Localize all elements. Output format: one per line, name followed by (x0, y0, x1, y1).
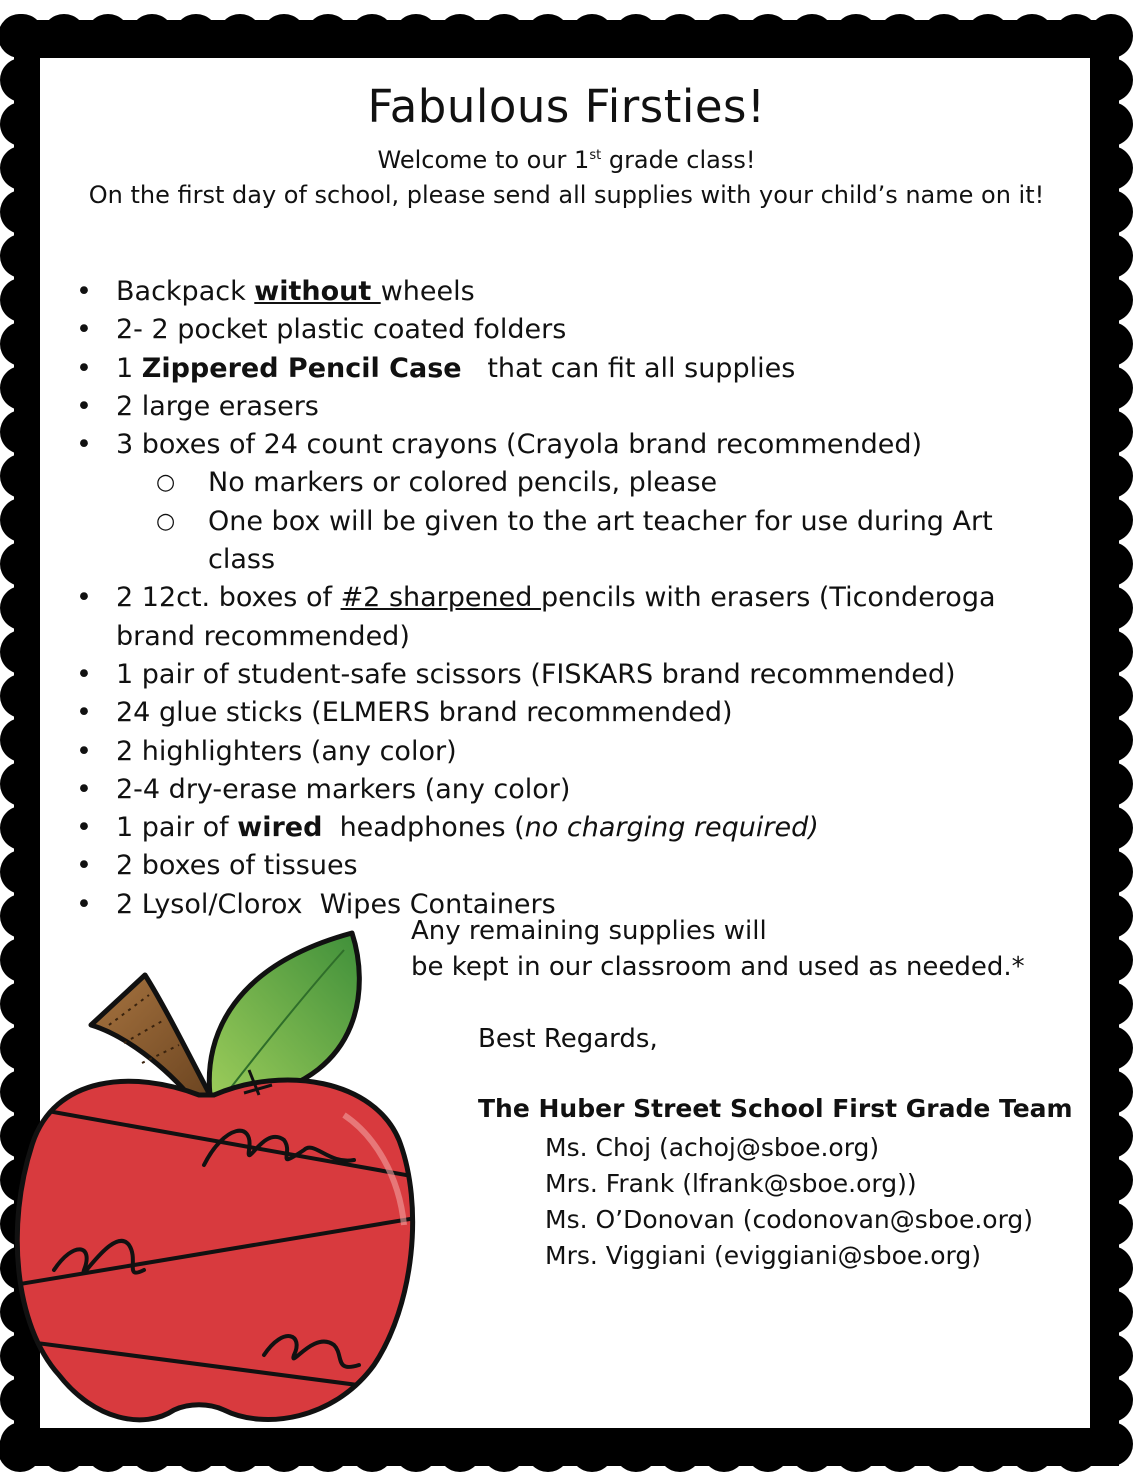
list-item: • 2-4 dry-erase markers (any color) (76, 771, 1051, 809)
bullet-icon: • (76, 735, 92, 767)
bullet-icon: • (76, 276, 92, 307)
page-title: Fabulous Firsties! (367, 80, 766, 133)
list-item: • 2 12ct. boxes of #2 sharpened pencils with erasers (Ticonderoga brand recommended) (76, 579, 1051, 656)
instructions-line: On the first day of school, please send all supplies with your child’s name on it! (88, 181, 1045, 209)
apple-clipart-icon (14, 925, 434, 1445)
bullet-icon: • (76, 352, 92, 384)
apple-leaf (209, 933, 359, 1097)
list-item: • 2 Lysol/Clorox Wipes Containers (76, 886, 1051, 924)
bullet-icon: • (76, 390, 92, 422)
list-item: • 1 Zippered Pencil Case that can fit all supplies (76, 350, 1051, 388)
team-member: Ms. Choj (achoj@sboe.org) (545, 1133, 880, 1162)
team-member: Ms. O’Donovan (codonovan@sboe.org) (545, 1205, 1034, 1234)
bullet-icon: • (76, 582, 92, 614)
list-item: • 1 pair of wired headphones (no charging required) (76, 809, 1051, 847)
bullet-icon: • (76, 850, 92, 882)
list-item: • Backpack without wheels (76, 273, 1051, 311)
regards-line: Best Regards, (478, 1024, 658, 1054)
bullet-icon: • (76, 697, 92, 729)
circle-bullet-icon: ○ (156, 508, 176, 534)
list-subitem: ○ No markers or colored pencils, please (76, 464, 1051, 502)
list-item: • 2 large erasers (76, 388, 1051, 426)
list-item: • 2 highlighters (any color) (76, 733, 1051, 771)
list-item: • 1 pair of student-safe scissors (FISKARS brand recommended) (76, 656, 1051, 694)
closing-note: Any remaining supplies will be kept in our classroom and used as needed.* (411, 916, 1025, 982)
list-item: • 3 boxes of 24 count crayons (Crayola brand recommended) (76, 426, 1051, 464)
team-member: Mrs. Viggiani (eviggiani@sboe.org) (545, 1241, 981, 1270)
supply-list (76, 273, 1051, 924)
bullet-icon: • (76, 429, 92, 461)
bullet-icon: • (76, 658, 92, 690)
list-item: • 24 glue sticks (ELMERS brand recommended) (76, 694, 1051, 732)
bullet-icon: • (76, 812, 92, 844)
team-member: Mrs. Frank (lfrank@sboe.org)) (545, 1169, 917, 1198)
list-item: • 2 boxes of tissues (76, 847, 1051, 885)
team-name: The Huber Street School First Grade Team (478, 1094, 1073, 1123)
team-members (545, 1130, 1033, 1274)
apple-body (14, 1070, 434, 1420)
bullet-icon: • (76, 314, 92, 346)
circle-bullet-icon: ○ (156, 470, 176, 496)
bullet-icon: • (76, 773, 92, 805)
list-subitem: ○ One box will be given to the art teacher for use during Art class (76, 503, 1051, 580)
bullet-icon: • (76, 888, 92, 920)
list-item: • 2- 2 pocket plastic coated folders (76, 311, 1051, 349)
welcome-line: Welcome to our 1st grade class! (377, 146, 756, 174)
